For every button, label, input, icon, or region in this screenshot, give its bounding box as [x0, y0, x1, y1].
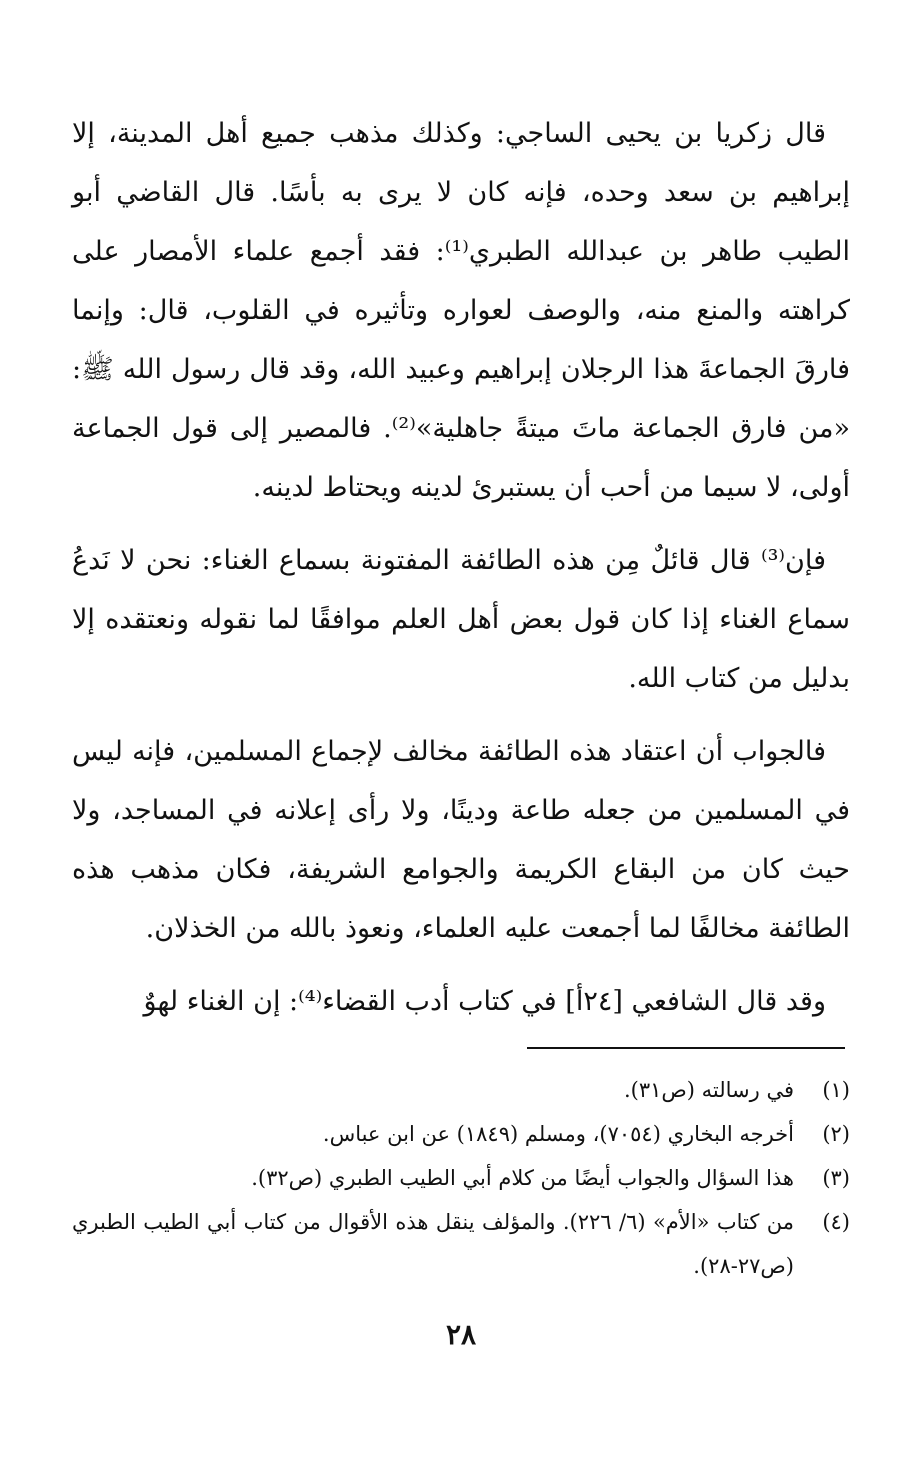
footnote-number: (٣) — [822, 1166, 850, 1190]
footnote-1 — [72, 1068, 850, 1112]
paragraph-1: قال زكريا بن يحيى الساجي: وكذلك مذهب جميع أهل المدينة، إلا إبراهيم بن سعد وحده، فإنه كان لا يرى به بأسًا. قال القاضي أبو الطيب طاهر بن عبدالله الطبري⁽¹⁾: فقد أجمع علماء الأمصار على كراهته والمنع منه، والوصف لعواره وتأثيره في القلوب، قال: وإنما فارقَ الجماعةَ هذا الرجلان إبراهيم وعبيد الله، وقد قال رسول الله ﷺ: «من فارق الجماعة ماتَ ميتةً جاهلية»⁽²⁾. فالمصير إلى قول الجماعة أولى، لا سيما من أحب أن يستبرئ لدينه ويحتاط لدينه. — [72, 118, 850, 503]
paragraph-4: وقد قال الشافعي [٢٤أ] في كتاب أدب القضاء⁽⁴⁾: إن الغناء لهوٌ — [143, 986, 826, 1017]
footnote-4 — [72, 1200, 850, 1288]
footnote-number: (١) — [822, 1078, 850, 1102]
footnotes — [72, 1068, 850, 1288]
footnote-text: أخرجه البخاري (٧٠٥٤)، ومسلم (١٨٤٩) عن ابن عباس. — [322, 1122, 794, 1146]
footnote-2 — [72, 1112, 850, 1156]
footnote-number: (٢) — [822, 1122, 850, 1146]
paragraph-2: فإن⁽³⁾ قال قائلٌ مِن هذه الطائفة المفتونة بسماع الغناء: نحن لا نَدعُ سماع الغناء إذا كان قول بعض أهل العلم موافقًا لما نقوله ونعتقده إلا بدليل من كتاب الله. — [72, 545, 850, 694]
footnote-number: (٤) — [822, 1210, 850, 1234]
main-text — [72, 104, 850, 1045]
footnote-text: من كتاب «الأم» (٦/ ٢٢٦). والمؤلف ينقل هذه الأقوال من كتاب أبي الطيب الطبري (ص٢٧-٢٨). — [72, 1210, 795, 1278]
footnote-3 — [72, 1156, 850, 1200]
paragraph-3: فالجواب أن اعتقاد هذه الطائفة مخالف لإجماع المسلمين، فإنه ليس في المسلمين من جعله طاعة ودينًا، ولا رأى إعلانه في المساجد، ولا حيث كان من البقاع الكريمة والجوامع الشريفة، فكان مذهب هذه الطائفة مخالفًا لما أجمعت عليه العلماء، ونعوذ بالله من الخذلان. — [72, 736, 850, 944]
page-number: ٢٨ — [445, 1318, 477, 1351]
footnote-text: هذا السؤال والجواب أيضًا من كلام أبي الطيب الطبري (ص٣٢). — [251, 1166, 794, 1190]
footnote-separator — [527, 1047, 845, 1049]
footnote-text: في رسالته (ص٣١). — [623, 1078, 794, 1102]
